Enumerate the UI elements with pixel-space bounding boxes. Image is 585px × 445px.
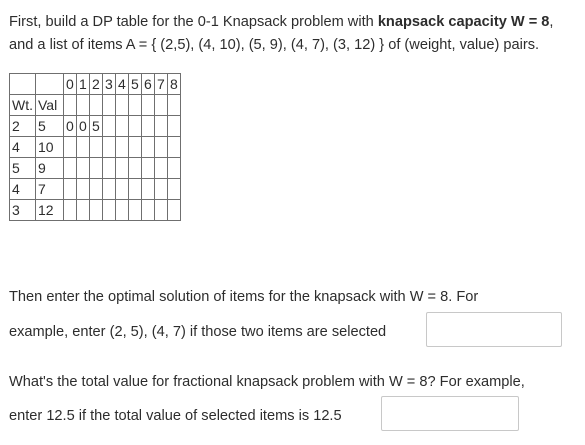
dp-cell[interactable]: [77, 95, 90, 116]
dp-cell[interactable]: [155, 200, 168, 221]
dp-cell[interactable]: [103, 179, 116, 200]
dp-cell[interactable]: [129, 137, 142, 158]
dp-cell[interactable]: [64, 158, 77, 179]
dp-cell[interactable]: [142, 137, 155, 158]
dp-cell[interactable]: [129, 158, 142, 179]
dp-cell[interactable]: [168, 200, 181, 221]
item-value: 9: [36, 158, 64, 179]
dp-cell[interactable]: [103, 137, 116, 158]
dp-cell[interactable]: [168, 179, 181, 200]
dp-cell[interactable]: [90, 137, 103, 158]
dp-cell[interactable]: [103, 95, 116, 116]
dp-cell[interactable]: [64, 200, 77, 221]
item-value: 7: [36, 179, 64, 200]
capacity-header: 4: [116, 74, 129, 95]
capacity-header: 7: [155, 74, 168, 95]
dp-cell[interactable]: [129, 116, 142, 137]
dp-cell[interactable]: [77, 179, 90, 200]
dp-cell[interactable]: [77, 200, 90, 221]
dp-cell[interactable]: [77, 158, 90, 179]
dp-cell[interactable]: [116, 95, 129, 116]
dp-item-row: [10, 137, 181, 158]
item-value: 5: [36, 116, 64, 137]
dp-cell[interactable]: [129, 200, 142, 221]
dp-cell[interactable]: [129, 95, 142, 116]
dp-cell[interactable]: [155, 116, 168, 137]
intro-text-1: First, build a DP table for the 0-1 Knapsack problem with: [9, 14, 378, 30]
dp-cell[interactable]: [142, 179, 155, 200]
dp-cell[interactable]: [90, 200, 103, 221]
dp-cell[interactable]: [142, 200, 155, 221]
intro-text-2: , and a list of items A = { (2,5), (4, 10), (5, 9), (4, 7), (3, 12) } of (weight, value) pairs.: [9, 14, 554, 53]
dp-cell[interactable]: [64, 179, 77, 200]
dp-cell[interactable]: [168, 116, 181, 137]
dp-header-row: [10, 74, 181, 95]
question2-line1: What's the total value for fractional knapsack problem with W = 8? For example,: [9, 374, 525, 390]
dp-cell[interactable]: [77, 137, 90, 158]
capacity-header: 8: [168, 74, 181, 95]
dp-cell[interactable]: [116, 179, 129, 200]
item-value: 10: [36, 137, 64, 158]
capacity-header: 3: [103, 74, 116, 95]
dp-item-row: [10, 200, 181, 221]
capacity-header: 5: [129, 74, 142, 95]
question1-line1: Then enter the optimal solution of items for the knapsack with W = 8. For: [9, 289, 479, 305]
dp-cell[interactable]: [168, 95, 181, 116]
fractional-value-answer-input[interactable]: [381, 396, 519, 431]
dp-item-row: [10, 116, 181, 137]
optimal-items-answer-input[interactable]: [426, 312, 562, 347]
dp-cell[interactable]: [116, 137, 129, 158]
dp-cell[interactable]: [90, 179, 103, 200]
dp-cell[interactable]: [90, 95, 103, 116]
item-weight: 5: [10, 158, 36, 179]
dp-item-header-row: [10, 95, 181, 116]
capacity-header: 2: [90, 74, 103, 95]
intro-bold-capacity: knapsack capacity W = 8: [377, 14, 550, 30]
dp-cell[interactable]: [116, 116, 129, 137]
dp-cell[interactable]: [103, 158, 116, 179]
capacity-header: 1: [77, 74, 90, 95]
dp-cell[interactable]: [155, 179, 168, 200]
dp-cell[interactable]: [142, 158, 155, 179]
dp-cell[interactable]: [103, 116, 116, 137]
capacity-header: 6: [142, 74, 155, 95]
weight-header: Wt.: [10, 95, 36, 116]
dp-item-row: [10, 179, 181, 200]
dp-cell[interactable]: [142, 95, 155, 116]
capacity-header: 0: [64, 74, 77, 95]
item-weight: 2: [10, 116, 36, 137]
dp-cell[interactable]: [168, 137, 181, 158]
item-weight: 3: [10, 200, 36, 221]
dp-table: [9, 73, 181, 221]
dp-cell[interactable]: [155, 158, 168, 179]
dp-cell[interactable]: [155, 137, 168, 158]
item-value: 12: [36, 200, 64, 221]
dp-cell[interactable]: [155, 95, 168, 116]
question2-line2: enter 12.5 if the total value of selected items is 12.5: [9, 408, 342, 424]
dp-cell[interactable]: 0: [77, 116, 90, 137]
dp-cell[interactable]: 5: [90, 116, 103, 137]
dp-cell[interactable]: [64, 95, 77, 116]
item-weight: 4: [10, 179, 36, 200]
dp-cell[interactable]: [116, 158, 129, 179]
item-weight: 4: [10, 137, 36, 158]
dp-corner-cell: [10, 74, 36, 95]
dp-cell[interactable]: [129, 179, 142, 200]
problem-intro: [9, 11, 581, 57]
dp-cell[interactable]: [103, 200, 116, 221]
dp-cell[interactable]: 0: [64, 116, 77, 137]
dp-cell[interactable]: [116, 200, 129, 221]
value-header: Val: [36, 95, 64, 116]
question1-line2: example, enter (2, 5), (4, 7) if those two items are selected: [9, 324, 387, 340]
dp-cell[interactable]: [168, 158, 181, 179]
dp-cell[interactable]: [90, 158, 103, 179]
dp-corner-cell: [36, 74, 64, 95]
dp-cell[interactable]: [142, 116, 155, 137]
dp-item-row: [10, 158, 181, 179]
dp-cell[interactable]: [64, 137, 77, 158]
